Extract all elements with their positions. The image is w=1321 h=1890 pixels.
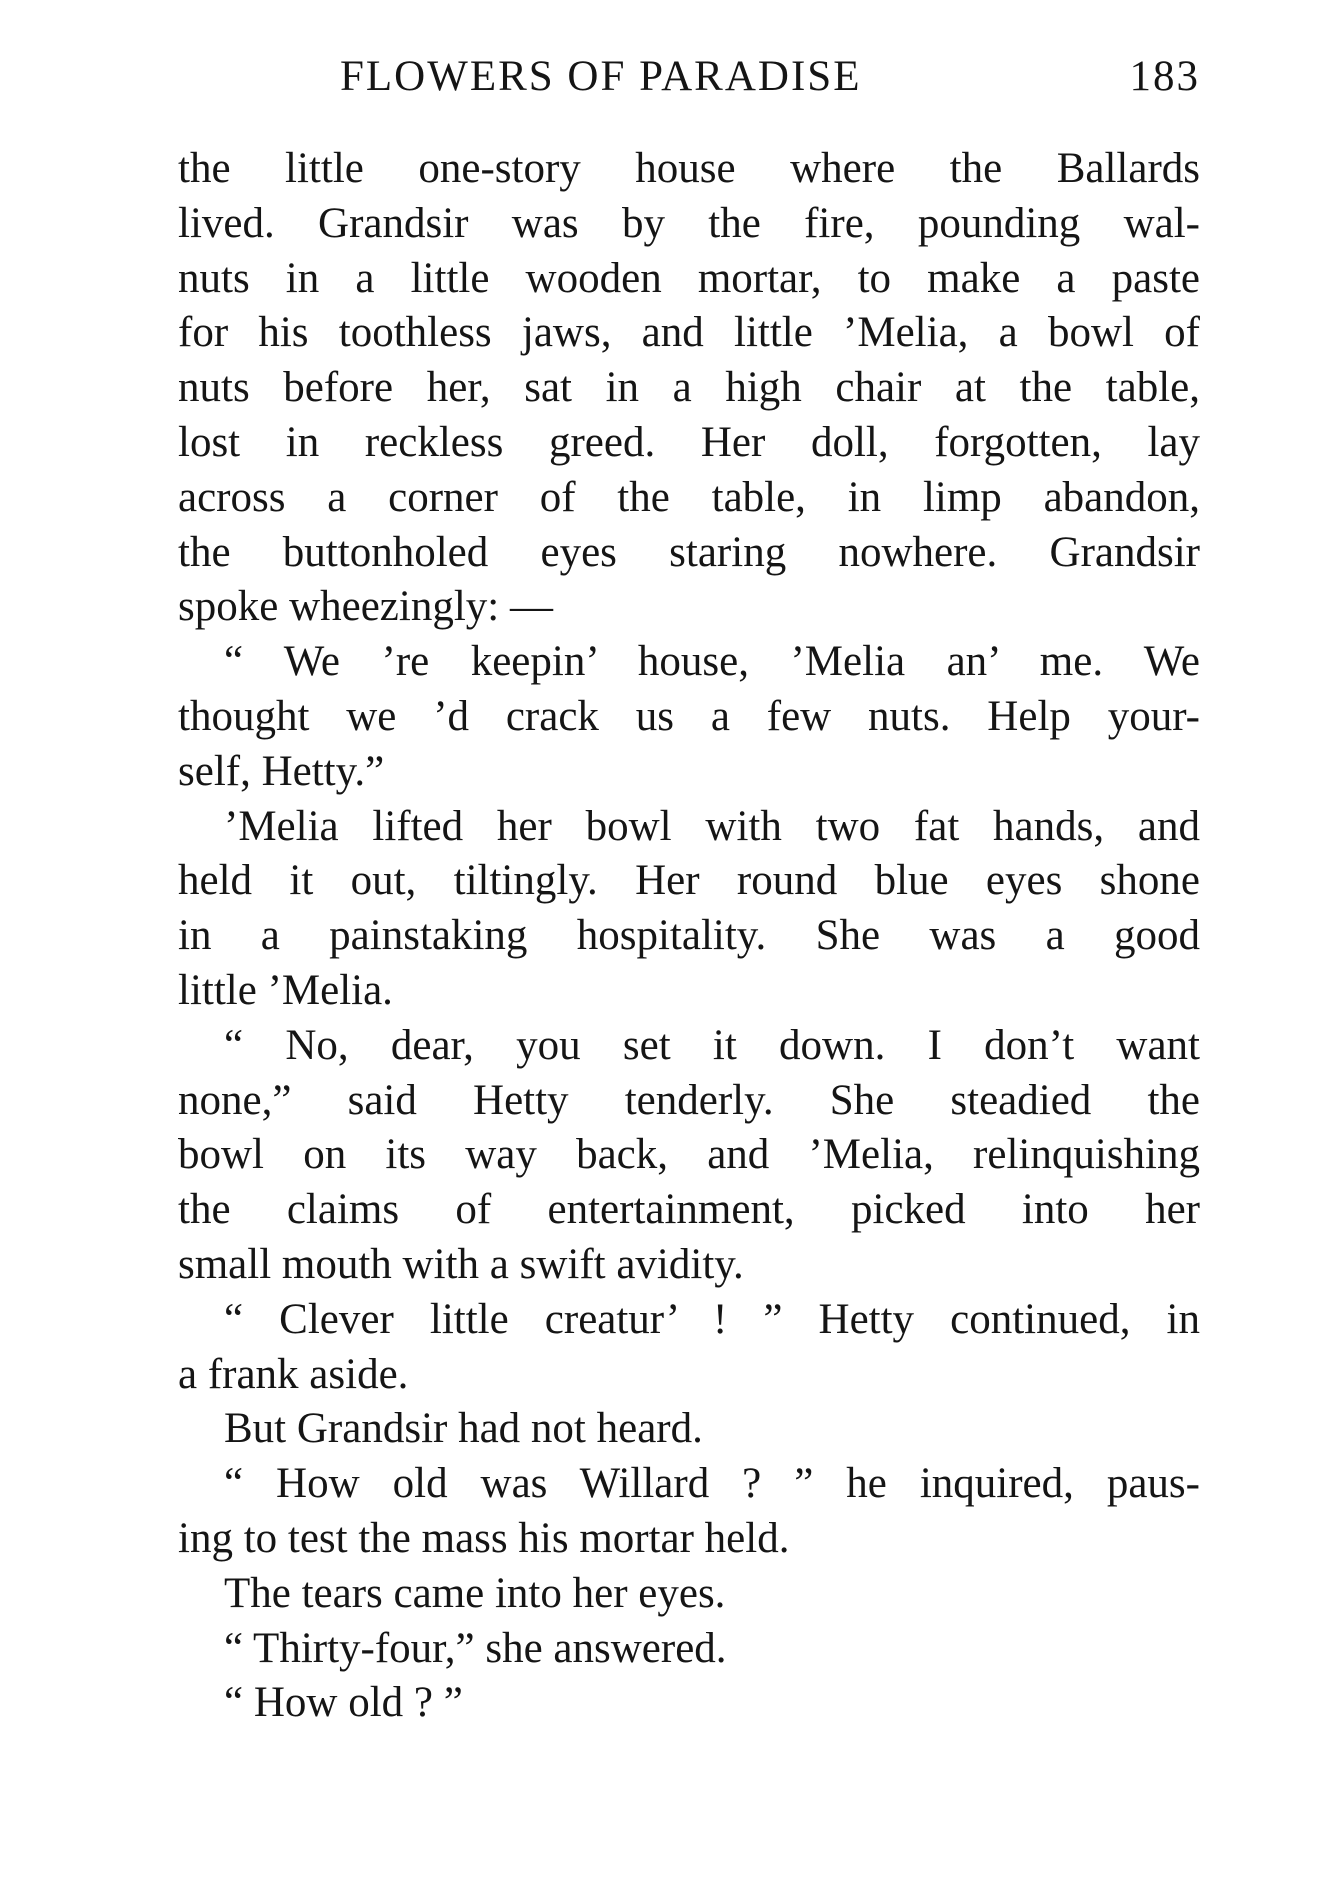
text-line: self, Hetty.” xyxy=(178,747,385,795)
text-line: nuts before her, sat in a high chair at the table, xyxy=(178,364,1200,412)
text-line: the buttonholed eyes staring nowhere. Grandsir xyxy=(178,528,1200,576)
text-line: ing to test the mass his mortar held. xyxy=(178,1514,790,1562)
text-line: in a painstaking hospitality. She was a good xyxy=(178,912,1200,960)
text-line: lost in reckless greed. Her doll, forgotten, lay xyxy=(178,418,1200,466)
text-line: the little one-story house where the Ballards xyxy=(178,145,1200,192)
text-line: “ How old ? ” xyxy=(224,1679,463,1727)
running-head xyxy=(340,52,1200,112)
text-line: ’Melia lifted her bowl with two fat hands, and xyxy=(224,802,1200,850)
text-line: “ Clever little creatur’ ! ” Hetty continued, in xyxy=(224,1295,1200,1343)
text-line: for his toothless jaws, and little ’Melia, a bowl of xyxy=(178,309,1200,357)
text-line: “ Thirty-four,” she answered. xyxy=(224,1624,727,1672)
body-text xyxy=(178,142,1200,1731)
running-title: FLOWERS OF PARADISE xyxy=(340,53,862,100)
text-line: spoke wheezingly: — xyxy=(178,583,553,631)
text-line: But Grandsir had not heard. xyxy=(224,1405,703,1453)
text-line: bowl on its way back, and ’Melia, relinquishing xyxy=(178,1131,1200,1179)
text-line: a frank aside. xyxy=(178,1350,409,1398)
text-line: nuts in a little wooden mortar, to make a paste xyxy=(178,254,1200,302)
text-line: “ No, dear, you set it down. I don’t want xyxy=(224,1021,1200,1069)
text-line: small mouth with a swift avidity. xyxy=(178,1240,744,1288)
text-line: thought we ’d crack us a few nuts. Help your- xyxy=(178,692,1200,740)
text-line: held it out, tiltingly. Her round blue eyes shone xyxy=(178,857,1200,905)
page-number: 183 xyxy=(1129,53,1200,100)
text-line: The tears came into her eyes. xyxy=(224,1569,726,1617)
text-line: none,” said Hetty tenderly. She steadied the xyxy=(178,1076,1200,1124)
text-line: the claims of entertainment, picked into her xyxy=(178,1186,1200,1234)
text-line: “ How old was Willard ? ” he inquired, paus- xyxy=(224,1460,1200,1508)
text-line: little ’Melia. xyxy=(178,966,393,1014)
text-line: across a corner of the table, in limp abandon, xyxy=(178,473,1200,521)
text-line: “ We ’re keepin’ house, ’Melia an’ me. We xyxy=(224,638,1200,686)
text-line: lived. Grandsir was by the fire, pounding wal- xyxy=(178,199,1200,247)
